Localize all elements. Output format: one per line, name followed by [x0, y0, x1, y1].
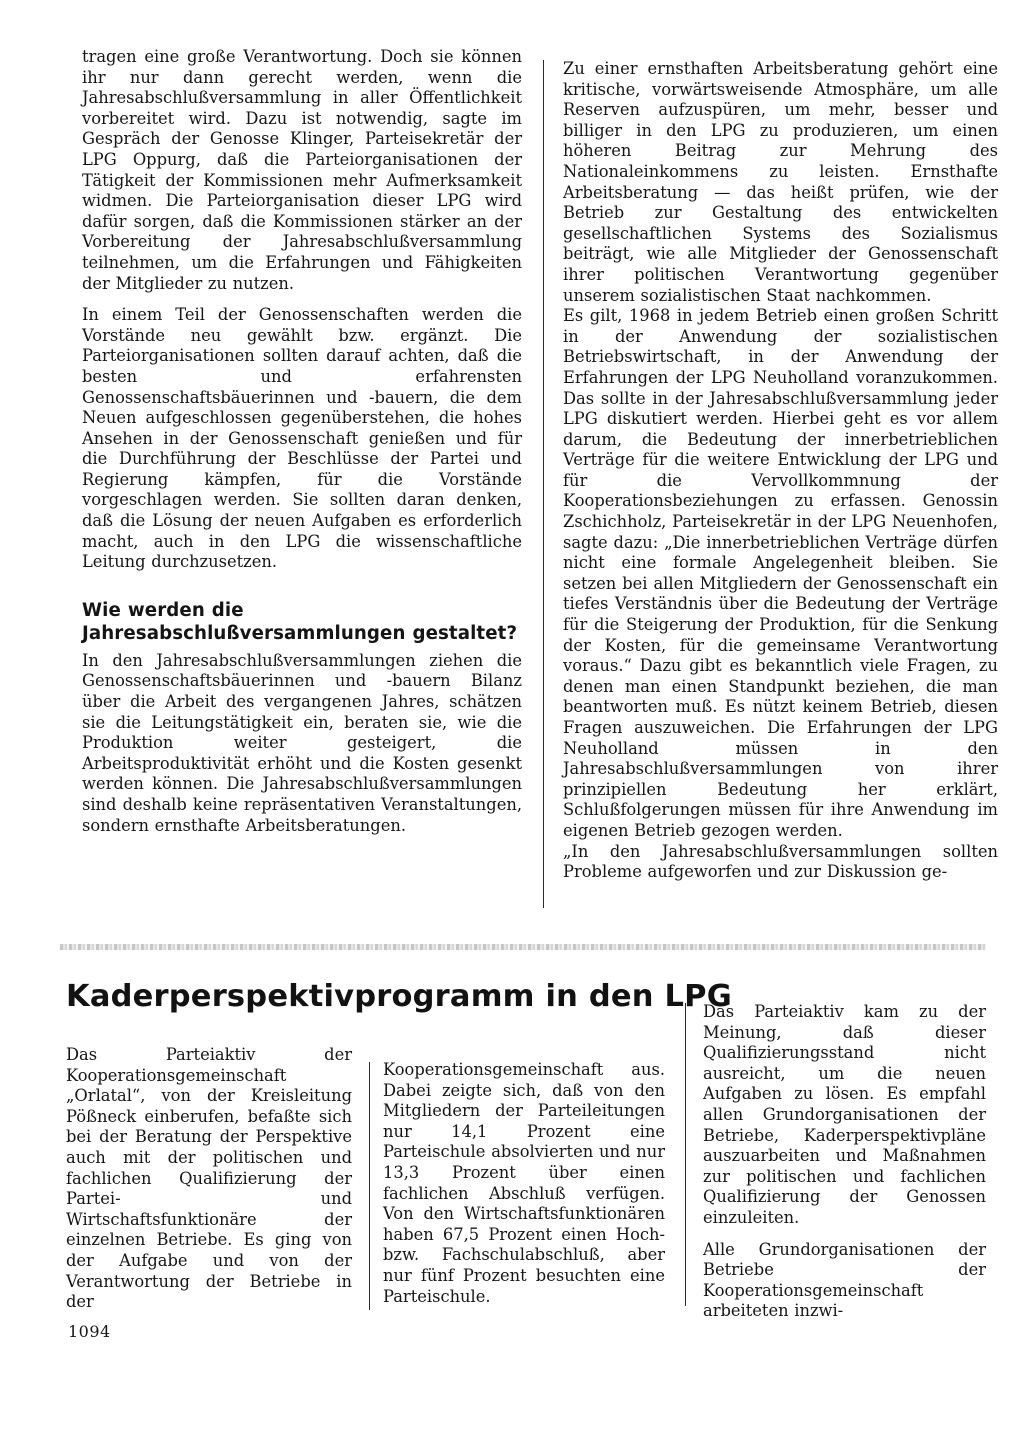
paragraph: Das Parteiaktiv der Kooperationsgemeinschaft „Orlatal“, von der Kreisleitung Pößneck einberufen, befaßte sich bei der Beratung der Perspektive auch mit der politischen und fachlichen Qualifizierung der Partei- und Wirtschaftsfunktionäre der einzelnen Betriebe. Es ging von der Aufgabe und von der Verantwortung der Betriebe in der — [66, 1045, 352, 1312]
page-number: 1094 — [68, 1322, 111, 1341]
paragraph: Das Parteiaktiv kam zu der Meinung, daß dieser Qualifizierungsstand nicht ausreicht, um die neuen Aufgaben zu lösen. Es empfahl allen Grundorganisationen der Betriebe, Kaderperspektivpläne auszuarbeiten und Maßnahmen zur politischen und fachlichen Qualifizierung der Genossen einzuleiten. — [703, 1002, 986, 1227]
section-separator — [60, 944, 986, 950]
upper-right-column — [563, 59, 998, 883]
section-subheading: Wie werden die Jahresabschlußversammlungen gestaltet? — [82, 599, 518, 644]
column-divider — [685, 1003, 686, 1306]
upper-left-column — [82, 47, 522, 836]
article-column-2 — [383, 1060, 665, 1307]
paragraph: In den Jahresabschlußversammlungen ziehen die Genossenschaftsbäuerinnen und -bauern Bilanz über die Arbeit des vergangenen Jahres, schätzen sie die Leitungstätigkeit ein, beraten sie, wie die Produktion weiter gesteigert, die Arbeitsproduktivität erhöht und die Kosten gesenkt werden können. Die Jahresabschlußversammlungen sind deshalb keine repräsentativen Veranstaltungen, sondern ernsthafte Arbeitsberatungen. — [82, 650, 522, 835]
column-divider — [543, 60, 544, 908]
paragraph: tragen eine große Verantwortung. Doch sie können ihr nur dann gerecht werden, wenn die Jahresabschlußversammlung in aller Öffentlichkeit vorbereitet wird. Dazu ist notwendig, sagte im Gespräch der Genosse Klinger, Parteisekretär der LPG Oppurg, daß die Parteiorganisationen der Tätigkeit der Kommissionen mehr Aufmerksamkeit widmen. Die Parteiorganisation dieser LPG wird dafür sorgen, daß die Kommissionen stärker an der Vorbereitung der Jahresabschlußversammlung teilnehmen, um die Erfahrungen und Fähigkeiten der Mitglieder zu nutzen. — [82, 47, 522, 293]
paragraph: „In den Jahresabschlußversammlungen sollten Probleme aufgeworfen und zur Diskussion ge- — [563, 841, 998, 882]
paragraph: Zu einer ernsthaften Arbeitsberatung gehört eine kritische, vorwärtsweisende Atmosphäre, um alle Reserven aufzuspüren, um mehr, besser und billiger in den LPG zu produzieren, um einen höheren Beitrag zur Mehrung des Nationaleinkommens zu leisten. Ernsthafte Arbeitsberatung — das heißt prüfen, wie der Betrieb zur Gestaltung des entwickelten gesellschaftlichen Systems des Sozialismus beiträgt, wie alle Mitglieder der Genossenschaft ihrer politischen Verantwortung gegenüber unserem sozialistischen Staat nachkommen. — [563, 59, 998, 305]
paragraph: In einem Teil der Genossenschaften werden die Vorstände neu gewählt bzw. ergänzt. Die Parteiorganisationen sollten darauf achten, daß die besten und erfahrensten Genossenschaftsbäuerinnen und -bauern, die dem Neuen aufgeschlossen gegenüberstehen, die hohes Ansehen in der Genossenschaft genießen und für die Durchführung der Beschlüsse der Partei und Regierung kämpfen, für die Vorstände vorgeschlagen werden. Sie sollten daran denken, daß die Lösung der neuen Aufgaben es erforderlich macht, auch in den LPG die wissenschaftliche Leitung durchzusetzen. — [82, 305, 522, 572]
article-column-3 — [703, 1002, 986, 1322]
paragraph: Kooperationsgemeinschaft aus. Dabei zeigte sich, daß von den Mitgliedern der Parteileitungen nur 14,1 Prozent eine Parteischule absolvierten und nur 13,3 Prozent über einen fachlichen Abschluß verfügen. Von den Wirtschaftsfunktionären haben 67,5 Prozent einen Hoch- bzw. Fachschulabschluß, aber nur fünf Prozent besuchten eine Parteischule. — [383, 1060, 665, 1306]
article-title: Kaderperspektivprogramm in den LPG — [66, 979, 732, 1014]
paragraph: Es gilt, 1968 in jedem Betrieb einen großen Schritt in der Anwendung der sozialistischen Betriebswirtschaft, in der Anwendung der Erfahrungen der LPG Neuholland voranzukommen. Das sollte in der Jahresabschlußversammlung jeder LPG diskutiert werden. Hierbei geht es vor allem darum, die Bedeutung der innerbetrieblichen Verträge für die weitere Entwicklung der LPG und für die Vervollkommnung der Kooperationsbeziehungen zu erfassen. Genossin Zschichholz, Parteisekretär in der LPG Neuenhofen, sagte dazu: „Die innerbetrieblichen Verträge dürfen nicht eine formale Angelegenheit bleiben. Sie setzen bei allen Mitgliedern der Genossenschaft ein tiefes Verständnis über die Bedeutung der Verträge für die Steigerung der Produktion, für die Senkung der Kosten, für die gemeinsame Verantwortung voraus.“ Dazu gibt es bekanntlich viele Fragen, zu denen man einen Standpunkt beziehen, die man beantworten muß. Es nützt keinem Betrieb, diesen Fragen auszuweichen. Die Erfahrungen der LPG Neuholland müssen in den Jahresabschlußversammlungen von ihrer prinzipiellen Bedeutung her erklärt, Schlußfolgerungen müssen für ihre Anwendung im eigenen Betrieb gezogen werden. — [563, 306, 998, 840]
paragraph: Alle Grundorganisationen der Betriebe der Kooperationsgemeinschaft arbeiteten inzwi- — [703, 1239, 986, 1321]
article-column-1 — [66, 1045, 352, 1313]
column-divider — [369, 1062, 370, 1310]
